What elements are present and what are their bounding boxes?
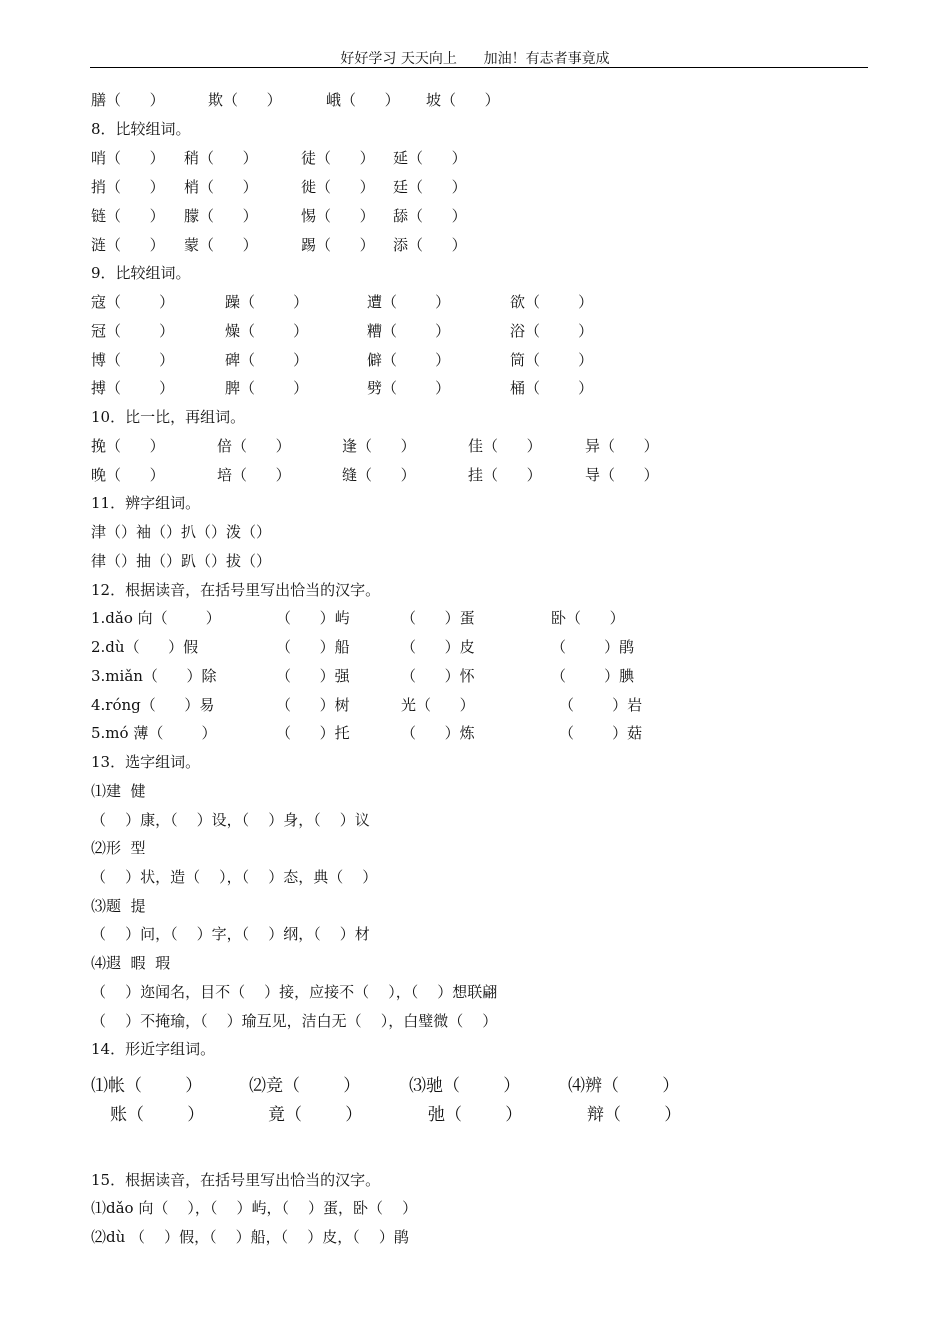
- word-item: 廷（ ）: [393, 178, 467, 196]
- word-item: 添（ ）: [393, 236, 467, 254]
- word-item: （ ）炼: [401, 724, 475, 742]
- line-text: ⑵形 型: [91, 839, 146, 857]
- word-item: （ ）怀: [401, 667, 475, 685]
- word-item: （ ）菇: [559, 724, 643, 742]
- word-item: 倍（ ）: [217, 437, 291, 455]
- word-item: （ ）船: [276, 638, 350, 656]
- line-text: ⑴dǎo 向（ ），（ ）屿，（ ）蛋，卧（ ）: [91, 1199, 418, 1217]
- exercise-line: [91, 1226, 409, 1248]
- word-item: ⑶驰（ ）: [409, 1076, 521, 1096]
- word-item: 培（ ）: [217, 466, 291, 484]
- word-item: 朦（ ）: [184, 207, 258, 225]
- word-item: 链（ ）: [91, 207, 165, 225]
- word-item: （ ）托: [276, 724, 350, 742]
- word-item: 膳（ ）: [91, 91, 165, 109]
- word-item: 佳（ ）: [468, 437, 542, 455]
- line-text: 13．选字组词。: [91, 753, 201, 771]
- word-item: 稍（ ）: [184, 149, 258, 167]
- exercise-line: [91, 1197, 417, 1219]
- word-item: 5.mó 薄（ ）: [91, 724, 217, 742]
- exercise-line: [91, 1010, 497, 1032]
- word-item: ⑴帐（ ）: [91, 1076, 203, 1096]
- question-heading: [91, 751, 200, 773]
- line-text: 11．辨字组词。: [91, 494, 201, 512]
- exercise-line: [91, 923, 370, 945]
- exercise-line: [91, 837, 146, 859]
- line-text: ⑶题 提: [91, 897, 146, 915]
- word-item: 梢（ ）: [184, 178, 258, 196]
- word-item: 峨（ ）: [326, 91, 400, 109]
- line-text: 14．形近字组词。: [91, 1040, 216, 1058]
- word-item: （ ）强: [276, 667, 350, 685]
- word-item: 燥（ ）: [225, 322, 309, 340]
- exercise-line: [91, 866, 377, 888]
- exercise-line: [91, 981, 497, 1003]
- word-item: 碑（ ）: [225, 351, 309, 369]
- line-text: ⑵dù （ ）假，（ ）船，（ ）皮，（ ）鹃: [91, 1228, 409, 1246]
- word-item: ⑵竞（ ）: [249, 1076, 361, 1096]
- word-item: 浴（ ）: [510, 322, 594, 340]
- word-item: 遭（ ）: [367, 293, 451, 311]
- exercise-line: [91, 550, 271, 572]
- word-item: 冠（ ）: [91, 322, 175, 340]
- word-item: 涟（ ）: [91, 236, 165, 254]
- question-heading: [91, 406, 245, 428]
- line-text: 12．根据读音，在括号里写出恰当的汉字。: [91, 581, 381, 599]
- word-item: 徒（ ）: [301, 149, 375, 167]
- word-item: 坡（ ）: [426, 91, 500, 109]
- exercise-line: [91, 952, 170, 974]
- word-item: 4.róng（ ）易: [91, 696, 215, 714]
- page-header: 好好学习 天天向上 加油！有志者事竟成: [340, 51, 610, 67]
- header-rule: [90, 67, 868, 68]
- line-text: ⑷遐 暇 瑕: [91, 954, 171, 972]
- word-item: 惕（ ）: [301, 207, 375, 225]
- word-item: 辩（ ）: [587, 1105, 682, 1125]
- line-text: （ ）不掩瑜，（ ）瑜互见，洁白无（ ），白璧微（ ）: [91, 1012, 498, 1030]
- line-text: 律（）抽（）趴（）拔（）: [91, 552, 272, 570]
- word-item: 挽（ ）: [91, 437, 165, 455]
- word-item: 捎（ ）: [91, 178, 165, 196]
- question-heading: [91, 1038, 215, 1060]
- word-item: 躁（ ）: [225, 293, 309, 311]
- word-item: 僻（ ）: [367, 351, 451, 369]
- line-text: （ ）问，（ ）字，（ ）纲，（ ）材: [91, 925, 370, 943]
- line-text: 10．比一比，再组词。: [91, 408, 246, 426]
- word-item: 脾（ ）: [225, 379, 309, 397]
- question-heading: [91, 262, 191, 284]
- word-item: 逢（ ）: [342, 437, 416, 455]
- word-item: 3.miǎn（ ）除: [91, 667, 217, 685]
- question-heading: [91, 579, 380, 601]
- line-text: 9．比较组词。: [91, 264, 191, 282]
- word-item: 糟（ ）: [367, 322, 451, 340]
- word-item: 导（ ）: [585, 466, 659, 484]
- word-item: 延（ ）: [393, 149, 467, 167]
- line-text: 15．根据读音，在括号里写出恰当的汉字。: [91, 1171, 381, 1189]
- word-item: （ ）树: [276, 696, 350, 714]
- word-item: （ ）腆: [551, 667, 635, 685]
- line-text: （ ）状，造（ ），（ ）态，典（ ）: [91, 868, 378, 886]
- question-heading: [91, 118, 191, 140]
- word-item: 晚（ ）: [91, 466, 165, 484]
- exercise-line: [91, 780, 146, 802]
- word-item: （ ）岩: [559, 696, 643, 714]
- word-item: 账（ ）: [110, 1105, 205, 1125]
- word-item: 光（ ）: [401, 696, 475, 714]
- word-item: 弛（ ）: [428, 1105, 523, 1125]
- line-text: 8．比较组词。: [91, 120, 191, 138]
- word-item: 1.dǎo 向（ ）: [91, 609, 221, 627]
- word-item: 卧（ ）: [551, 609, 625, 627]
- word-item: 博（ ）: [91, 351, 175, 369]
- question-heading: [91, 1169, 380, 1191]
- word-item: 欺（ ）: [208, 91, 282, 109]
- exercise-line: [91, 521, 271, 543]
- word-item: 异（ ）: [585, 437, 659, 455]
- word-item: （ ）皮: [401, 638, 475, 656]
- word-item: （ ）屿: [276, 609, 350, 627]
- question-heading: [91, 492, 200, 514]
- word-item: 欲（ ）: [510, 293, 594, 311]
- line-text: ⑴建 健: [91, 782, 146, 800]
- word-item: 劈（ ）: [367, 379, 451, 397]
- word-item: 2.dù（ ）假: [91, 638, 199, 656]
- word-item: 筒（ ）: [510, 351, 594, 369]
- word-item: 蒙（ ）: [184, 236, 258, 254]
- word-item: 徙（ ）: [301, 178, 375, 196]
- exercise-line: [91, 809, 370, 831]
- word-item: 竟（ ）: [268, 1105, 363, 1125]
- word-item: ⑷辨（ ）: [568, 1076, 680, 1096]
- word-item: 桶（ ）: [510, 379, 594, 397]
- word-item: 挂（ ）: [468, 466, 542, 484]
- line-text: （ ）康，（ ）设，（ ）身，（ ）议: [91, 811, 370, 829]
- word-item: 踢（ ）: [301, 236, 375, 254]
- word-item: 哨（ ）: [91, 149, 165, 167]
- word-item: （ ）鹃: [551, 638, 635, 656]
- word-item: 舔（ ）: [393, 207, 467, 225]
- line-text: （ ）迩闻名，目不（ ）接，应接不（ ），（ ）想联翩: [91, 983, 498, 1001]
- word-item: 缝（ ）: [342, 466, 416, 484]
- word-item: （ ）蛋: [401, 609, 475, 627]
- word-item: 搏（ ）: [91, 379, 175, 397]
- exercise-line: [91, 895, 146, 917]
- word-item: 寇（ ）: [91, 293, 175, 311]
- line-text: 津（）袖（）扒（）泼（）: [91, 523, 272, 541]
